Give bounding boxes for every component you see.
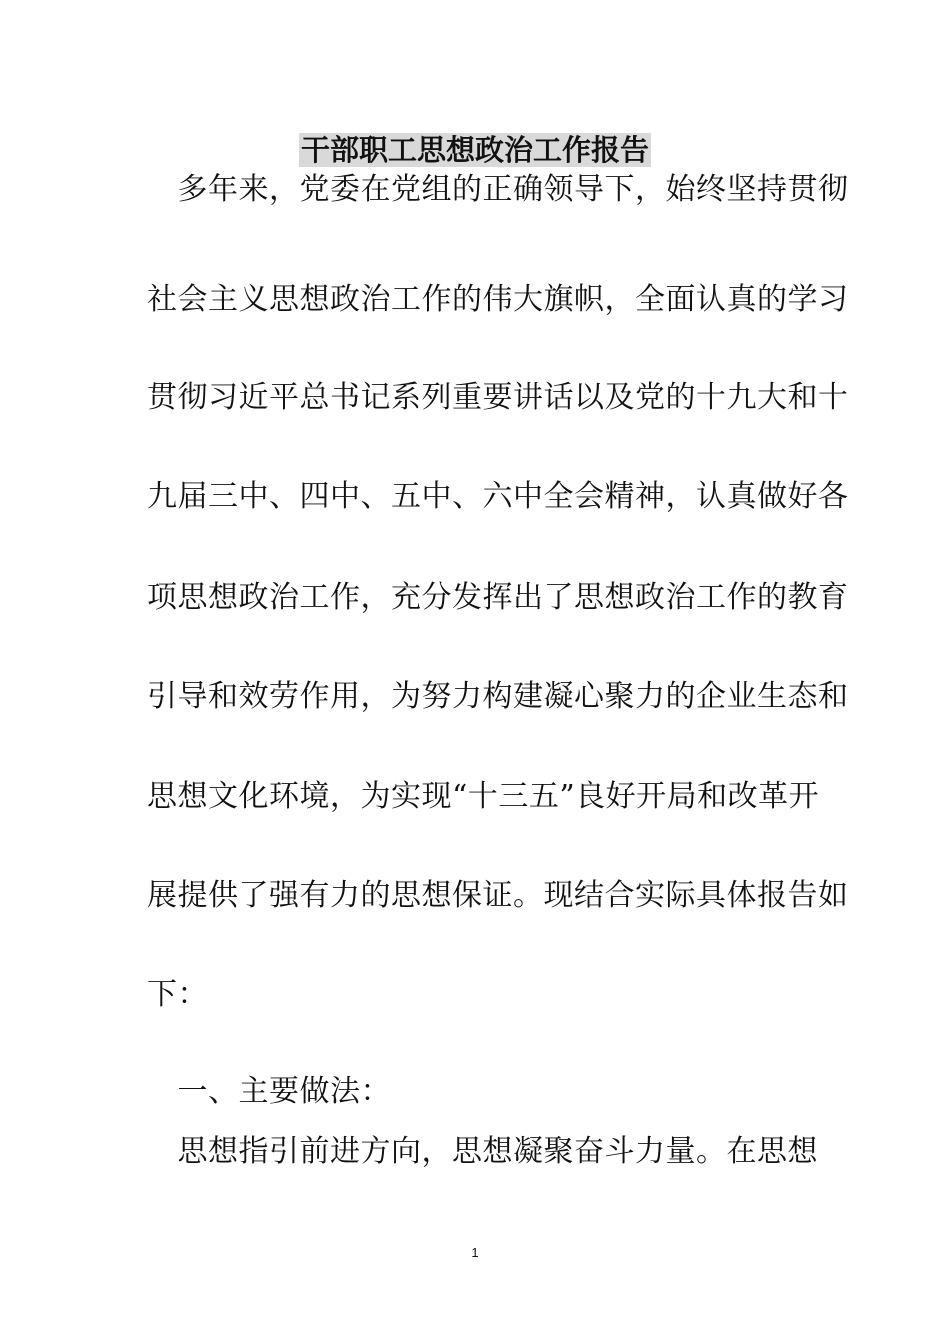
- paragraph-line: 思想文化环境，为实现“十三五”良好开局和改革开: [147, 779, 820, 814]
- paragraph-line: 展提供了强有力的思想保证。现结合实际具体报告如: [147, 878, 849, 913]
- paragraph-line: 贯彻习近平总书记系列重要讲话以及党的十九大和十: [147, 380, 849, 415]
- paragraph-line: 思想指引前进方向，思想凝聚奋斗力量。在思想: [147, 1134, 818, 1169]
- paragraph-line: 下：: [147, 977, 208, 1012]
- paragraph-line: 九届三中、四中、五中、六中全会精神，认真做好各: [147, 479, 849, 514]
- paragraph-line: 社会主义思想政治工作的伟大旗帜，全面认真的学习: [147, 282, 849, 317]
- paragraph-line: 项思想政治工作，充分发挥出了思想政治工作的教育: [147, 580, 849, 615]
- document-title-text: 干部职工思想政治工作报告: [300, 133, 649, 167]
- paragraph-line: 多年来，党委在党组的正确领导下，始终坚持贯彻: [147, 172, 849, 207]
- page-number: 1: [471, 1245, 479, 1260]
- section-heading: 一、主要做法：: [147, 1074, 391, 1109]
- document-title: [0, 130, 950, 170]
- paragraph-line: 引导和效劳作用，为努力构建凝心聚力的企业生态和: [147, 679, 849, 714]
